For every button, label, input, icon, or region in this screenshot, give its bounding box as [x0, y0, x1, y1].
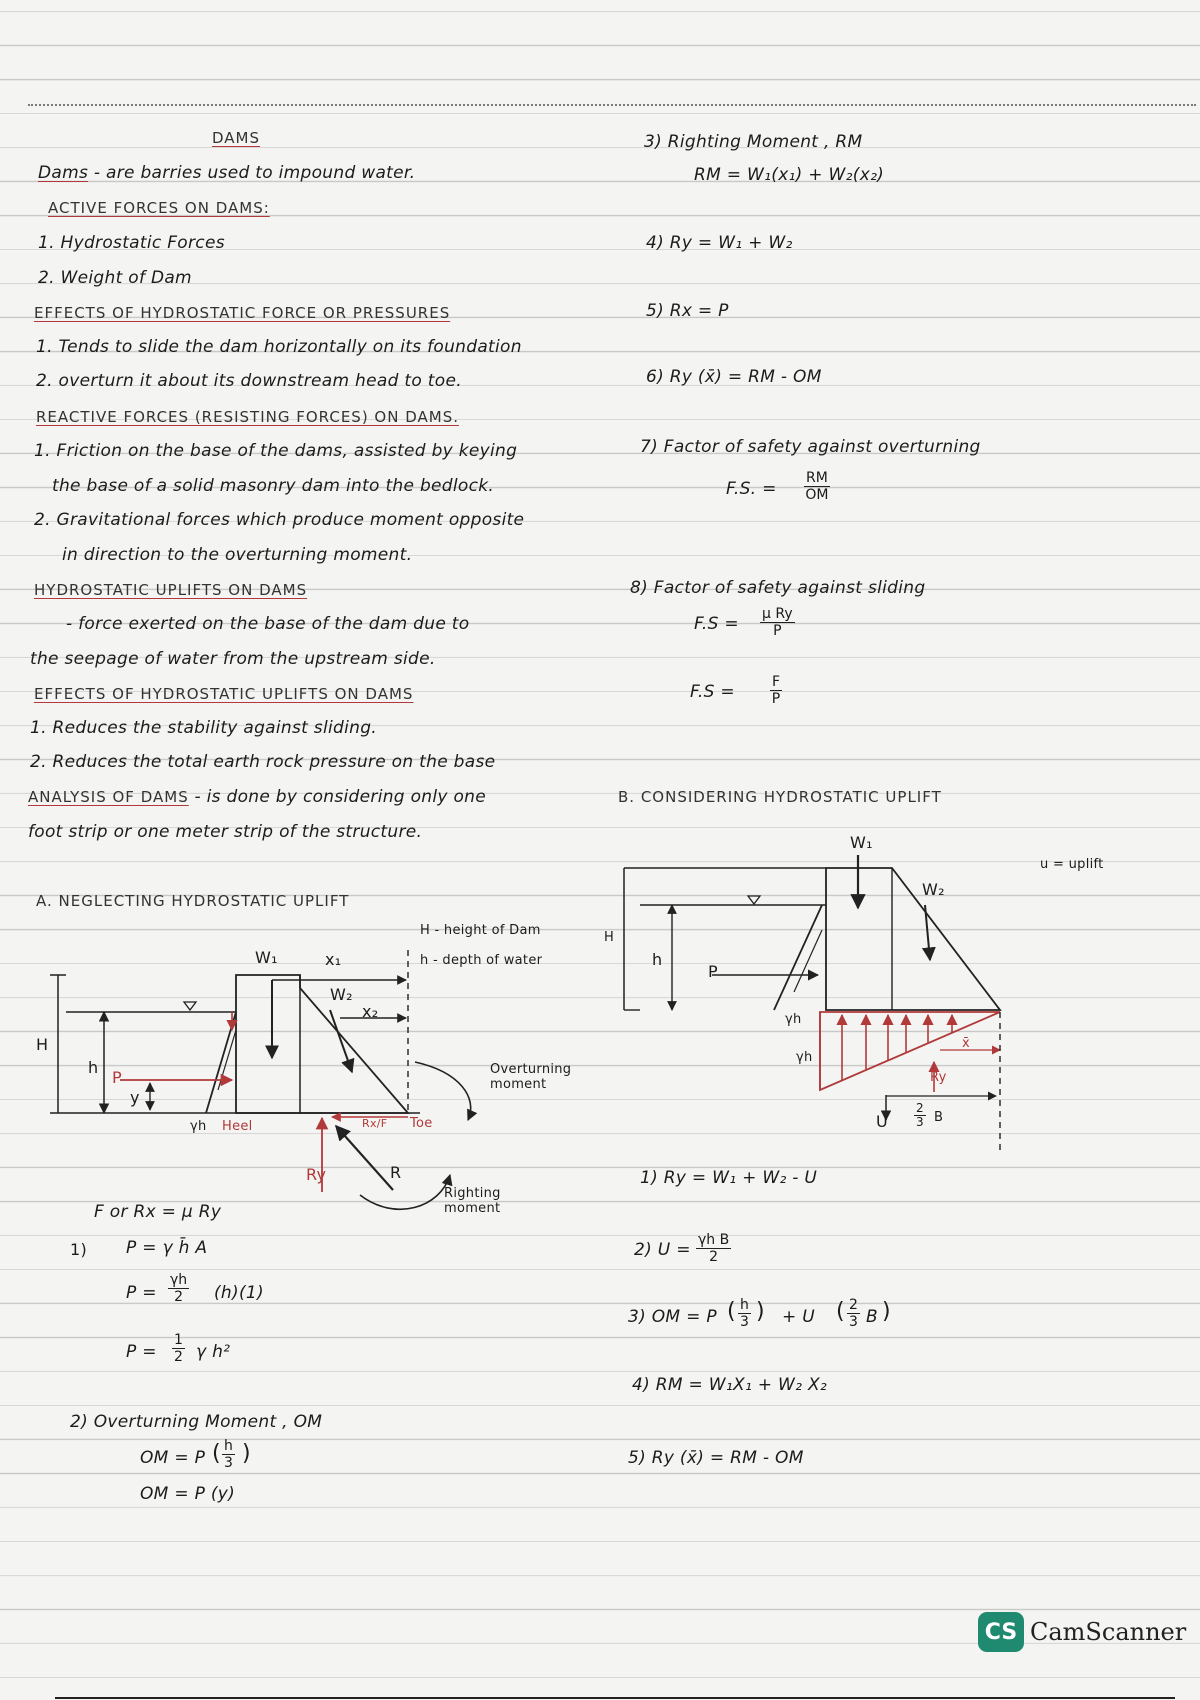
- uplift-effects-2: 2. Reduces the total earth rock pressure on the base: [30, 752, 496, 772]
- analysis-term: ANALYSIS OF DAMS: [28, 788, 189, 806]
- two-thirds-den: 3: [916, 1115, 924, 1129]
- effects-title: EFFECTS OF HYDROSTATIC FORCE OR PRESSURES: [34, 304, 451, 322]
- eq-friction: F or Rx = μ Ry: [94, 1202, 222, 1222]
- uplift-title: HYDROSTATIC UPLIFTS ON DAMS: [34, 581, 308, 599]
- active-item-2: 2. Weight of Dam: [38, 268, 192, 288]
- fs-sliding-title: 8) Factor of safety against sliding: [630, 578, 926, 598]
- eq1-b-pre: P =: [126, 1283, 157, 1303]
- eq-b3-paren2-close: ): [882, 1299, 891, 1324]
- rx-equation: 5) Rx = P: [646, 301, 729, 321]
- label-x2-a: x₂: [362, 1002, 379, 1021]
- eq-b3-paren2-open: (: [836, 1299, 845, 1324]
- title-dams: DAMS: [212, 129, 261, 147]
- eq-b5: 5) Ry (x̄) = RM - OM: [628, 1448, 804, 1468]
- eq1-c-den: 2: [174, 1349, 183, 1365]
- eq1-b-post: (h)(1): [214, 1283, 264, 1303]
- bottom-rule: [55, 1697, 1175, 1699]
- ryx-equation: 6) Ry (x̄) = RM - OM: [646, 367, 822, 387]
- eq-b3-paren1-close: ): [756, 1299, 765, 1324]
- eq-b3-den1: 3: [739, 1314, 749, 1330]
- label-x1-a: x₁: [325, 950, 342, 969]
- eq1-c-fraction: [172, 1332, 185, 1365]
- uplift-line-2: the seepage of water from the upstream side.: [30, 649, 436, 669]
- label-B-b: B: [934, 1110, 944, 1125]
- section-b-title: B. CONSIDERING HYDROSTATIC UPLIFT: [618, 788, 942, 806]
- eq-b3-num2: 2: [849, 1297, 858, 1313]
- fs-overturning-fraction: [804, 470, 830, 503]
- label-Ry-a: Ry: [306, 1165, 327, 1184]
- eq-b4: 4) RM = W₁X₁ + W₂ X₂: [632, 1375, 828, 1395]
- fs-sliding2-num: F: [772, 674, 781, 690]
- active-forces-title: ACTIVE FORCES ON DAMS:: [48, 199, 270, 217]
- eq-b3-paren1-open: (: [727, 1299, 736, 1324]
- label-P-a: P: [112, 1068, 122, 1087]
- eq2-title: 2) Overturning Moment , OM: [70, 1412, 323, 1432]
- top-dotted-rule: [28, 104, 1196, 106]
- reactive-item-2b: in direction to the overturning moment.: [62, 545, 413, 565]
- uplift-effects-title: EFFECTS OF HYDROSTATIC UPLIFTS ON DAMS: [34, 685, 414, 703]
- label-overturning-moment: Overturning moment: [490, 1062, 572, 1092]
- section-a-title: A. NEGLECTING HYDROSTATIC UPLIFT: [36, 892, 350, 910]
- analysis-line-2: foot strip or one meter strip of the structure.: [28, 822, 423, 842]
- legend-h: h - depth of water: [420, 953, 543, 968]
- label-heel: Heel: [222, 1119, 253, 1134]
- eq1-c-num: 1: [174, 1332, 183, 1348]
- definition-line: [38, 163, 415, 183]
- uplift-line-1: - force exerted on the base of the dam due to: [66, 614, 470, 634]
- two-thirds-num: 2: [916, 1101, 924, 1115]
- camscanner-logo-mark: CS: [978, 1612, 1024, 1652]
- fs-sliding-pre: F.S =: [694, 614, 739, 634]
- fs-overturning-pre: F.S. =: [726, 479, 777, 499]
- label-righting-moment: Righting moment: [444, 1186, 501, 1216]
- label-H-a: H: [36, 1035, 49, 1054]
- label-h-a: h: [88, 1058, 99, 1077]
- fs-overturning-num: RM: [806, 470, 828, 486]
- label-gh2-b: γh: [796, 1050, 813, 1065]
- eq2-a-paren-open: (: [212, 1441, 221, 1466]
- eq2-a-num: h: [224, 1438, 233, 1454]
- eq-b3-fraction-2: [847, 1297, 860, 1330]
- eq-b3-post: B: [866, 1307, 878, 1327]
- reactive-item-2a: 2. Gravitational forces which produce moment opposite: [34, 510, 525, 530]
- fs-overturning-den: OM: [805, 487, 829, 503]
- eq1-number: 1): [70, 1240, 88, 1259]
- eq1-c-pre: P =: [126, 1342, 157, 1362]
- label-R-a: R: [390, 1163, 402, 1182]
- dam-diagram-b: [0, 0, 1, 1]
- effects-item-2: 2. overturn it about its downstream head to toe.: [36, 371, 462, 391]
- fs-sliding-fraction: [760, 606, 795, 639]
- rm-equation: RM = W₁(x₁) + W₂(x₂): [694, 165, 885, 185]
- label-y-a: y: [130, 1088, 140, 1107]
- eq2-a-fraction: [222, 1438, 235, 1471]
- active-item-1: 1. Hydrostatic Forces: [38, 233, 225, 253]
- definition-text: - are barries used to impound water.: [93, 163, 416, 183]
- label-toe: Toe: [410, 1116, 433, 1131]
- label-H-b: H: [604, 930, 615, 945]
- legend-H: H - height of Dam: [420, 923, 541, 938]
- label-gh-a: γh: [190, 1119, 207, 1134]
- eq1-a: P = γ h̄ A: [126, 1238, 208, 1258]
- label-w2-a: W₂: [330, 985, 353, 1004]
- eq1-b-den: 2: [174, 1289, 184, 1305]
- label-Ry-b: Ry: [930, 1070, 947, 1085]
- eq-b2-den: 2: [709, 1249, 719, 1265]
- label-rx-f: Rx/F: [362, 1117, 388, 1130]
- label-w2-b: W₂: [922, 880, 945, 899]
- label-h-b: h: [652, 950, 663, 969]
- label-w1-b: W₁: [850, 833, 873, 852]
- eq2-b: OM = P (y): [140, 1484, 236, 1504]
- label-two-thirds-b: [914, 1102, 926, 1129]
- definition-term: Dams: [38, 163, 89, 183]
- eq-b3-mid: + U: [782, 1307, 815, 1327]
- uplift-effects-1: 1. Reduces the stability against sliding.: [30, 718, 377, 738]
- eq-b3-fraction-1: [738, 1297, 751, 1330]
- effects-item-1: 1. Tends to slide the dam horizontally on its foundation: [36, 337, 522, 357]
- fs-sliding2-fraction: [770, 674, 782, 707]
- eq-b2-fraction: [696, 1232, 731, 1265]
- eq-b2-pre: 2) U =: [634, 1240, 691, 1260]
- analysis-text: - is done by considering only one: [194, 787, 486, 807]
- fs-sliding2-pre: F.S =: [690, 682, 735, 702]
- label-xbar-b: x̄: [962, 1036, 970, 1051]
- fs-sliding-num: μ Ry: [762, 606, 793, 622]
- eq-b2-num: γh B: [698, 1232, 730, 1248]
- ry-equation: 4) Ry = W₁ + W₂: [646, 233, 793, 253]
- reactive-item-1a: 1. Friction on the base of the dams, assisted by keying: [34, 441, 518, 461]
- eq2-a-pre: OM = P: [140, 1448, 206, 1468]
- analysis-line: [28, 787, 486, 807]
- eq-b1: 1) Ry = W₁ + W₂ - U: [640, 1168, 818, 1188]
- eq1-b-fraction: [168, 1272, 189, 1305]
- fs-sliding-den: P: [773, 623, 782, 639]
- eq-b3-den2: 3: [849, 1314, 858, 1330]
- eq-b3-pre: 3) OM = P: [628, 1307, 717, 1327]
- eq-b3-num1: h: [740, 1297, 749, 1313]
- fs-overturning-title: 7) Factor of safety against overturning: [640, 437, 981, 457]
- rm-title: 3) Righting Moment , RM: [644, 132, 863, 152]
- camscanner-logo: [978, 1612, 1186, 1652]
- eq2-a-den: 3: [223, 1455, 233, 1471]
- uplift-legend: u = uplift: [1040, 857, 1104, 872]
- camscanner-logo-text: CamScanner: [1030, 1618, 1187, 1646]
- reactive-title: REACTIVE FORCES (RESISTING FORCES) ON DAMS.: [36, 408, 460, 426]
- eq1-c-post: γ h²: [196, 1342, 231, 1362]
- label-P-b: P: [708, 962, 718, 981]
- label-w1-a: W₁: [255, 948, 278, 967]
- eq1-b-num: γh: [170, 1272, 188, 1288]
- fs-sliding2-den: P: [771, 691, 781, 707]
- eq2-a-paren-close: ): [242, 1441, 251, 1466]
- label-U-b: U: [876, 1112, 889, 1131]
- label-gh1-b: γh: [785, 1012, 802, 1027]
- reactive-item-1b: the base of a solid masonry dam into the bedlock.: [52, 476, 495, 496]
